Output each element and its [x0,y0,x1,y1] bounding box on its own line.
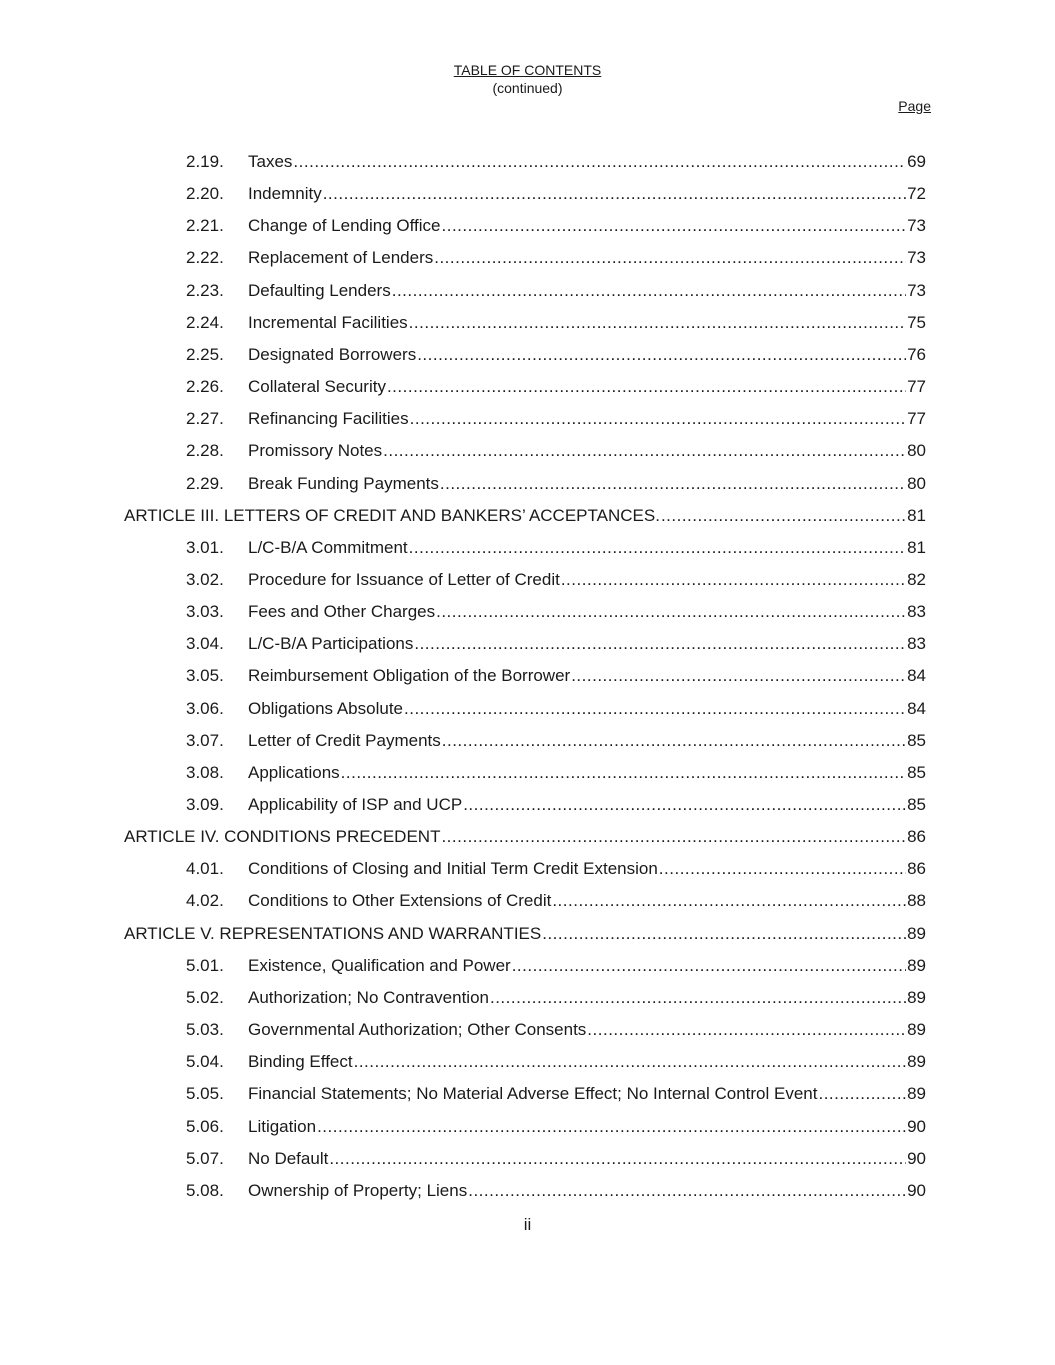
section-number: 3.02. [186,569,224,589]
dot-leader [323,182,906,206]
toc-article-entry[interactable] [124,504,926,528]
toc-section-entry[interactable] [186,954,926,978]
toc-article-entry[interactable] [124,922,926,946]
dot-leader [329,1147,906,1171]
entry-page-number: 89 [907,955,926,975]
entry-title: ARTICLE V. REPRESENTATIONS AND WARRANTIES [124,923,542,943]
entry-page-number: 73 [907,216,926,236]
entry-title: Promissory Notes [248,441,383,461]
toc-section-entry[interactable] [186,150,926,174]
dot-leader [659,857,906,881]
entry-page-number: 80 [907,473,926,493]
entry-page-number: 75 [907,312,926,332]
entry-page-number: 73 [907,248,926,268]
section-number: 3.07. [186,730,224,750]
toc-section-entry[interactable] [186,343,926,367]
toc-section-entry[interactable] [186,664,926,688]
section-number: 2.20. [186,184,224,204]
entry-title: Taxes [248,152,293,171]
entry-title: Change of Lending Office [248,216,441,236]
section-number: 2.28. [186,441,224,461]
dot-leader [392,279,906,303]
section-number: 2.29. [186,473,224,493]
dot-leader [417,343,906,367]
toc-section-entry[interactable] [186,1082,926,1106]
section-number: 3.04. [186,634,224,654]
toc-section-entry[interactable] [186,986,926,1010]
section-number: 5.01. [186,955,224,975]
entry-title: Financial Statements; No Material Adverse Effect; No Internal Control Event [248,1084,818,1104]
dot-leader [542,922,906,946]
entry-page-number: 76 [907,344,926,364]
section-number: 4.01. [186,859,224,879]
dot-leader [468,1179,906,1203]
toc-section-entry[interactable] [186,279,926,303]
entry-page-number: 80 [907,441,926,461]
dot-leader [571,664,906,688]
entry-page-number: 90 [907,1180,926,1200]
toc-section-entry[interactable] [186,697,926,721]
entry-page-number: 83 [907,602,926,622]
dot-leader [434,246,906,270]
dot-leader [383,439,906,463]
toc-section-entry[interactable] [186,246,926,270]
dot-leader [661,504,906,528]
page-number: ii [523,1215,532,1234]
section-number: 5.07. [186,1148,224,1168]
section-number: 5.05. [186,1084,224,1104]
entry-page-number: 81 [907,537,926,557]
section-number: 5.04. [186,1052,224,1072]
entry-title: Conditions to Other Extensions of Credit [248,891,552,911]
section-number: 2.22. [186,248,224,268]
dot-leader [818,1082,906,1106]
entry-page-number: 77 [907,377,926,397]
section-number: 3.08. [186,762,224,782]
toc-section-entry[interactable] [186,857,926,881]
dot-leader [587,1018,906,1042]
dot-leader [341,761,906,785]
entry-title: Ownership of Property; Liens [248,1180,468,1200]
entry-page-number: 89 [907,987,926,1007]
toc-section-entry[interactable] [186,375,926,399]
dot-leader [442,214,907,238]
entry-title: Break Funding Payments [248,473,439,493]
dot-leader [293,150,906,174]
entry-page-number: 89 [907,923,926,943]
dot-leader [441,825,906,849]
entry-page-number: 90 [907,1116,926,1136]
entry-title: Defaulting Lenders [248,280,391,300]
entry-page-number: 89 [907,1052,926,1072]
entry-title: ARTICLE III. LETTERS OF CREDIT AND BANKERS’ ACCEPTANCES. [124,505,660,525]
dot-leader [354,1050,906,1074]
entry-title: Designated Borrowers [248,344,417,364]
toc-section-entry[interactable] [186,889,926,913]
entry-page-number: 86 [907,859,926,879]
entry-page-number: 90 [907,1148,926,1168]
section-number: 3.05. [186,666,224,686]
entry-title: Applications [248,762,340,782]
dot-leader [410,407,906,431]
entry-title: Conditions of Closing and Initial Term Credit Extension [248,859,658,879]
dot-leader [512,954,906,978]
section-number: 4.02. [186,891,224,911]
section-number: 2.24. [186,312,224,332]
section-number: 2.21. [186,216,224,236]
dot-leader [414,632,906,656]
toc-section-entry[interactable] [186,729,926,753]
entry-page-number: 69 [907,152,926,171]
section-number: 3.09. [186,795,224,814]
dot-leader [440,472,906,496]
entry-title: Reimbursement Obligation of the Borrower [248,666,571,686]
section-number: 5.06. [186,1116,224,1136]
entry-page-number: 88 [907,891,926,911]
entry-page-number: 85 [907,795,926,814]
dot-leader [387,375,906,399]
toc-section-entry[interactable] [186,407,926,431]
entry-page-number: 84 [907,698,926,718]
entry-title: Binding Effect [248,1052,353,1072]
toc-section-entry[interactable] [186,472,926,496]
entry-page-number: 82 [907,569,926,589]
section-number: 3.03. [186,602,224,622]
dot-leader [442,729,906,753]
toc-title [0,62,1055,79]
entry-title: Collateral Security [248,377,386,397]
toc-section-entry[interactable] [186,1147,926,1171]
entry-title: Existence, Qualification and Power [248,955,511,975]
toc-section-entry[interactable] [186,182,926,206]
toc-section-entry[interactable] [186,214,926,238]
toc-section-entry[interactable] [186,1018,926,1042]
entry-page-number: 86 [907,827,926,847]
section-number: 5.03. [186,1020,224,1040]
dot-leader [552,889,906,913]
section-number: 3.06. [186,698,224,718]
section-number: 2.25. [186,344,224,364]
dot-leader [409,311,906,335]
entry-page-number: 85 [907,762,926,782]
section-number: 2.23. [186,280,224,300]
dot-leader [561,568,906,592]
section-number: 5.02. [186,987,224,1007]
entry-title: Replacement of Lenders [248,248,434,268]
dot-leader [490,986,906,1010]
entry-title: Procedure for Issuance of Letter of Credit [248,569,560,589]
section-number: 3.01. [186,537,224,557]
entry-title: Applicability of ISP and UCP [248,795,463,814]
entry-title: Litigation [248,1116,317,1136]
entry-title: No Default [248,1148,329,1168]
toc-section-entry[interactable] [186,600,926,624]
section-number: 5.08. [186,1180,224,1200]
dot-leader [409,536,906,560]
entry-title: Letter of Credit Payments [248,730,441,750]
section-number: 2.26. [186,377,224,397]
entry-title: Obligations Absolute [248,698,403,718]
entry-page-number: 77 [907,409,926,429]
toc-section-entry[interactable] [186,1115,926,1139]
dot-leader [404,697,906,721]
section-number: 2.27. [186,409,224,429]
entry-page-number: 83 [907,634,926,654]
entry-page-number: 81 [907,505,926,525]
toc-title-text: TABLE OF CONTENTS [453,62,602,78]
toc-section-entry[interactable] [186,632,926,656]
toc-section-entry[interactable] [186,1179,926,1203]
toc-article-entry[interactable] [124,825,926,849]
entry-title: Fees and Other Charges [248,602,436,622]
section-number: 2.19. [186,152,224,171]
entry-page-number: 89 [907,1084,926,1104]
entry-title: Indemnity [248,184,322,204]
toc-subtitle: (continued) [492,80,563,96]
entry-title: L/C-B/A Commitment [248,537,408,557]
entry-page-number: 85 [907,730,926,750]
entry-page-number: 89 [907,1020,926,1040]
toc-section-entry[interactable] [186,568,926,592]
toc-section-entry[interactable] [186,536,926,560]
page-column-label: Page [898,98,931,114]
entry-page-number: 73 [907,280,926,300]
entry-page-number: 84 [907,666,926,686]
entry-title: Incremental Facilities [248,312,408,332]
entry-title: Refinancing Facilities [248,409,409,429]
toc-section-entry[interactable] [186,311,926,335]
toc-section-entry[interactable] [186,761,926,785]
dot-leader [317,1115,906,1139]
dot-leader [436,600,906,624]
entry-title: ARTICLE IV. CONDITIONS PRECEDENT [124,827,441,847]
dot-leader [463,793,906,817]
entry-page-number: 72 [907,184,926,204]
entry-title: Authorization; No Contravention [248,987,489,1007]
toc-section-entry[interactable] [186,793,926,817]
toc-section-entry[interactable] [186,1050,926,1074]
toc-section-entry[interactable] [186,439,926,463]
entry-title: L/C-B/A Participations [248,634,414,654]
entry-title: Governmental Authorization; Other Consents [248,1020,587,1040]
